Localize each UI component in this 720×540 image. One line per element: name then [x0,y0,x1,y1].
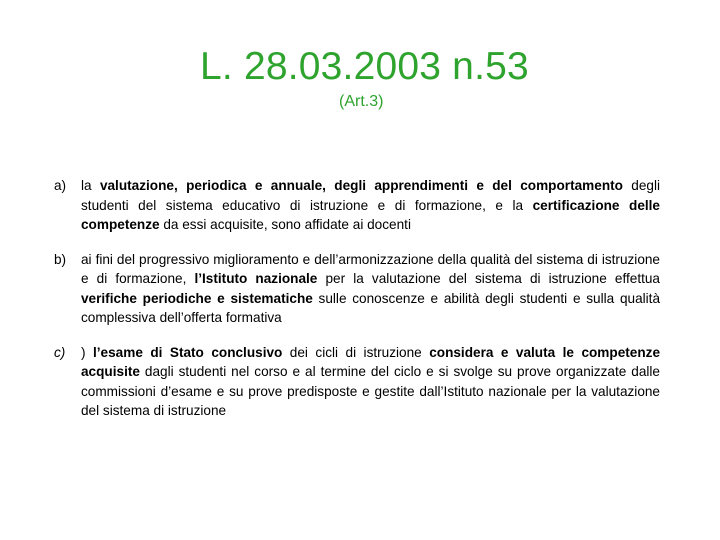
list-item-text [81,252,660,326]
emphasis-text: valutazione, [99,178,178,193]
body-text: la [81,178,100,193]
body-text: sulle conoscenze e abilità degli studenti e sulla qualità complessiva dell’offerta formativa [81,290,661,325]
list-marker: a) [54,178,67,193]
emphasis-text: l’Istituto nazionale [194,271,318,286]
body-text: ) [81,344,93,360]
list-item-b [54,250,660,328]
list-item-a [54,176,660,235]
slide-title: L. 28.03.2003 n.53 [200,45,529,88]
slide-subtitle: (Art.3) [339,93,384,110]
body-text: dagli studenti nel corso e al termine del ciclo e si svolge su prove organizzate dalle commissioni d’esame e su prove predisposte e gestite dall’Istituto nazionale per la valutazione del sistema di istruzione [81,364,660,418]
emphasis-text: certificazione delle competenze [81,197,660,232]
body-text: da essi acquisite, sono affidate ai docenti [159,217,411,232]
list-item-text [81,345,660,419]
emphasis-text: periodica e annuale, degli apprendimenti e del comportamento [186,178,623,193]
emphasis-text: considera e valuta le competenze acquisite [81,344,661,379]
list-item-text [81,178,660,232]
body-text: per la valutazione del sistema di istruzione effettua [317,271,660,286]
body-text: ai fini del progressivo miglioramento e dell’armonizzazione della qualità del sistema di istruzione e di formazione, [81,251,660,286]
article-list [54,176,660,436]
body-text: dei cicli di istruzione [282,344,430,360]
body-text: degli studenti del sistema educativo di istruzione e di formazione, e la [81,178,661,213]
emphasis-text: l’esame di Stato conclusivo [93,344,283,360]
body-text [178,178,186,193]
list-marker: c) [54,344,66,360]
list-item-c [54,343,660,421]
emphasis-text: verifiche periodiche e sistematiche [81,290,313,306]
list-marker: b) [54,251,67,267]
